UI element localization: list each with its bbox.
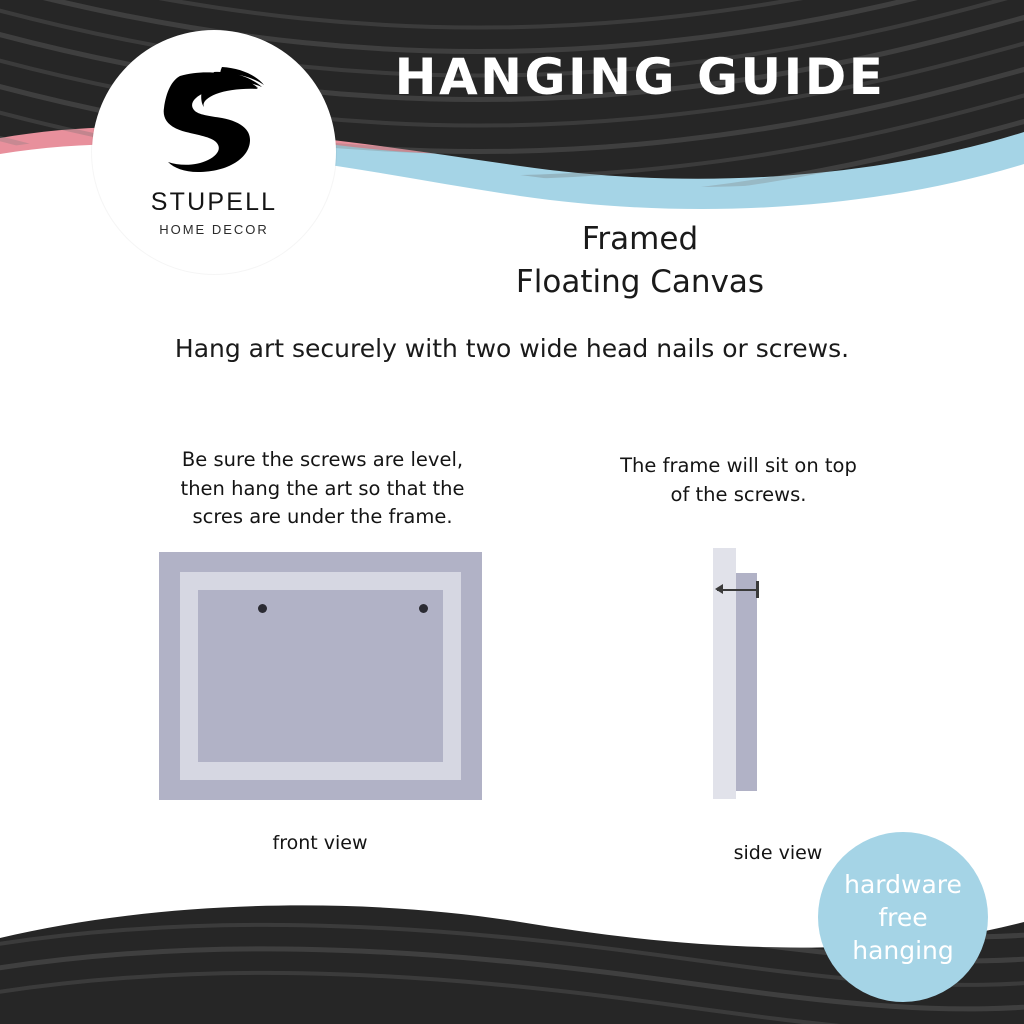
side-view-diagram [660,548,890,808]
product-type [360,218,920,304]
side-view-label: side view [733,842,823,864]
front-view-caption-line2: then hang the art so that the [180,476,465,500]
page-title: HANGING GUIDE [394,48,886,106]
badge-line1: hardware [844,869,962,899]
front-view-canvas [198,590,443,762]
front-view-label: front view [272,832,368,854]
brand-tagline: HOME DECOR [159,222,269,237]
screw-dot-left-icon [258,604,267,613]
brand-name: STUPELL [150,188,278,216]
badge-line3: hanging [852,935,954,965]
side-view-caption-line1: The frame will sit on top [620,454,857,477]
hardware-free-hanging-badge [818,832,988,1002]
screw-dot-right-icon [419,604,428,613]
side-view-caption-line2: of the screws. [670,482,807,506]
front-view-diagram [159,552,482,800]
badge-line2: free [878,902,928,932]
main-instruction: Hang art securely with two wide head nails or screws. [174,334,850,363]
screw-shaft-icon [717,589,758,591]
side-view-caption [566,452,911,509]
stupell-swoosh-logo-icon [150,58,278,186]
front-view-mat [180,572,461,780]
screw-head-icon [756,581,759,598]
side-view-frame [736,573,757,791]
front-view-caption [130,446,515,532]
product-type-line1: Framed [581,221,699,257]
front-view-caption-line1: Be sure the screws are level, [181,448,464,471]
brand-logo-badge [92,30,336,274]
front-view-caption-line3: scres are under the frame. [192,505,453,529]
screw-arrow-icon [715,584,723,594]
product-type-line2: Floating Canvas [515,263,765,300]
